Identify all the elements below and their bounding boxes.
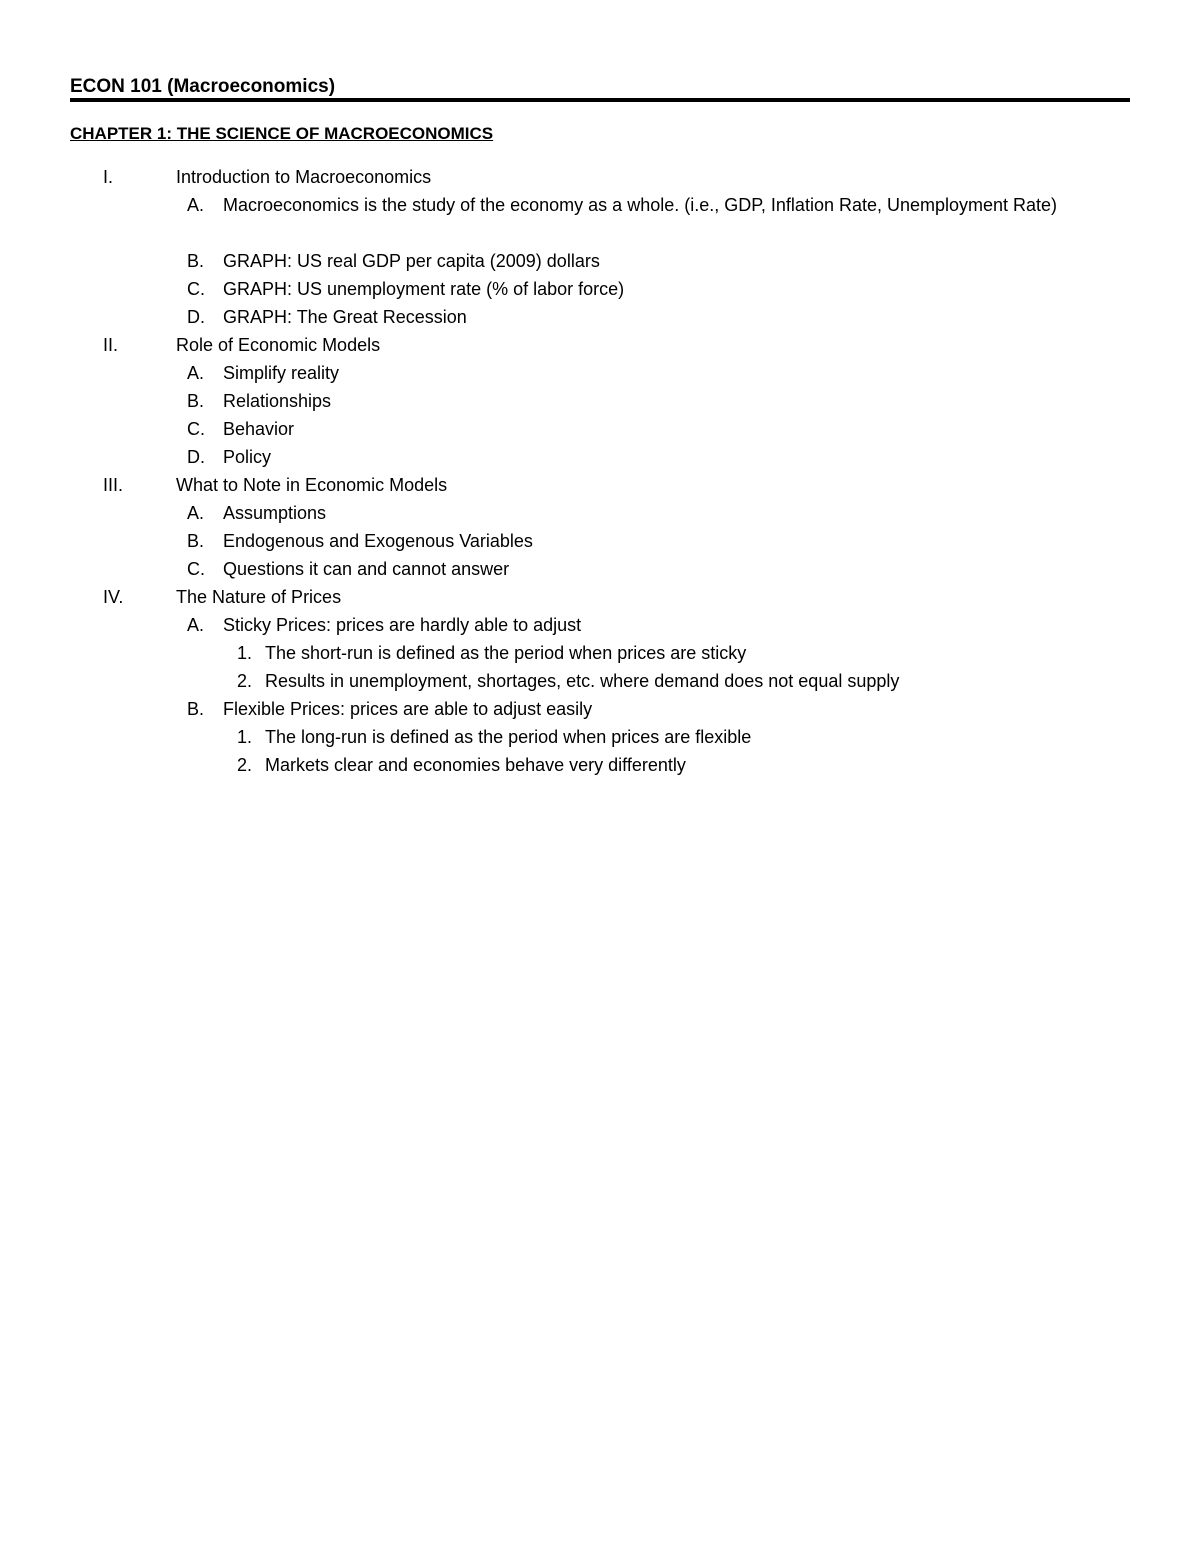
outline-item bbox=[0, 695, 1200, 723]
item-text: Assumptions bbox=[223, 503, 327, 523]
outline-item bbox=[0, 443, 1200, 471]
item-text: Relationships bbox=[223, 391, 332, 411]
subitem-marker: 1. bbox=[237, 643, 253, 663]
subitem-marker: 1. bbox=[237, 727, 253, 747]
outline-item bbox=[0, 415, 1200, 443]
item-marker: A. bbox=[187, 615, 205, 635]
outline-item bbox=[0, 527, 1200, 555]
item-text: Sticky Prices: prices are hardly able to adjust bbox=[223, 615, 582, 635]
outline-item bbox=[0, 387, 1200, 415]
section-title: Role of Economic Models bbox=[176, 335, 381, 355]
subitem-text: The long-run is defined as the period when prices are flexible bbox=[265, 727, 752, 747]
outline-item bbox=[0, 275, 1200, 303]
item-text: GRAPH: The Great Recession bbox=[223, 307, 467, 327]
subitem-marker: 2. bbox=[237, 755, 253, 775]
item-marker: B. bbox=[187, 391, 205, 411]
item-text: Questions it can and cannot answer bbox=[223, 559, 510, 579]
outline-item bbox=[0, 191, 1200, 247]
section-marker: IV. bbox=[103, 587, 124, 607]
section-title: Introduction to Macroeconomics bbox=[176, 167, 432, 187]
item-marker: D. bbox=[187, 307, 205, 327]
subitem-text: Markets clear and economies behave very differently bbox=[265, 755, 686, 775]
section-title: The Nature of Prices bbox=[176, 587, 342, 607]
item-text: Behavior bbox=[223, 419, 295, 439]
section-marker: II. bbox=[103, 335, 119, 355]
outline-item bbox=[0, 359, 1200, 387]
item-marker: B. bbox=[187, 699, 205, 719]
item-marker: C. bbox=[187, 419, 205, 439]
outline-section-3 bbox=[0, 471, 1200, 499]
section-title: What to Note in Economic Models bbox=[176, 475, 448, 495]
outline-section-2 bbox=[0, 331, 1200, 359]
item-text: Endogenous and Exogenous Variables bbox=[223, 531, 533, 551]
item-text: Flexible Prices: prices are able to adjust easily bbox=[223, 699, 593, 719]
outline bbox=[0, 163, 1200, 779]
item-marker: D. bbox=[187, 447, 205, 467]
outline-subitem bbox=[0, 723, 1200, 751]
course-title: ECON 101 (Macroeconomics) bbox=[70, 76, 336, 97]
item-marker: A. bbox=[187, 503, 205, 523]
section-marker: III. bbox=[103, 475, 124, 495]
subitem-marker: 2. bbox=[237, 671, 253, 691]
outline-subitem bbox=[0, 639, 1200, 667]
item-marker: B. bbox=[187, 531, 205, 551]
outline-item bbox=[0, 555, 1200, 583]
item-text: Simplify reality bbox=[223, 363, 340, 383]
outline-subitem bbox=[0, 667, 1200, 695]
outline-item bbox=[0, 247, 1200, 275]
item-marker: A. bbox=[187, 363, 205, 383]
item-marker: C. bbox=[187, 559, 205, 579]
item-text: GRAPH: US real GDP per capita (2009) dollars bbox=[223, 251, 600, 271]
item-text: Macroeconomics is the study of the economy as a whole. (i.e., GDP, Inflation Rate, Unemployment Rate) bbox=[223, 195, 1058, 215]
outline-item bbox=[0, 499, 1200, 527]
subitem-text: The short-run is defined as the period when prices are sticky bbox=[265, 643, 747, 663]
outline-section-1 bbox=[0, 163, 1200, 191]
outline-item bbox=[0, 611, 1200, 639]
header-rule bbox=[70, 98, 1130, 102]
subitem-text: Results in unemployment, shortages, etc. where demand does not equal supply bbox=[265, 671, 900, 691]
item-marker: C. bbox=[187, 279, 205, 299]
item-text: Policy bbox=[223, 447, 272, 467]
outline-item bbox=[0, 303, 1200, 331]
section-marker: I. bbox=[103, 167, 114, 187]
chapter-title: CHAPTER 1: THE SCIENCE OF MACROECONOMICS bbox=[70, 124, 494, 143]
item-text: GRAPH: US unemployment rate (% of labor force) bbox=[223, 279, 625, 299]
item-marker: A. bbox=[187, 195, 205, 215]
item-marker: B. bbox=[187, 251, 205, 271]
outline-section-4 bbox=[0, 583, 1200, 611]
outline-subitem bbox=[0, 751, 1200, 779]
